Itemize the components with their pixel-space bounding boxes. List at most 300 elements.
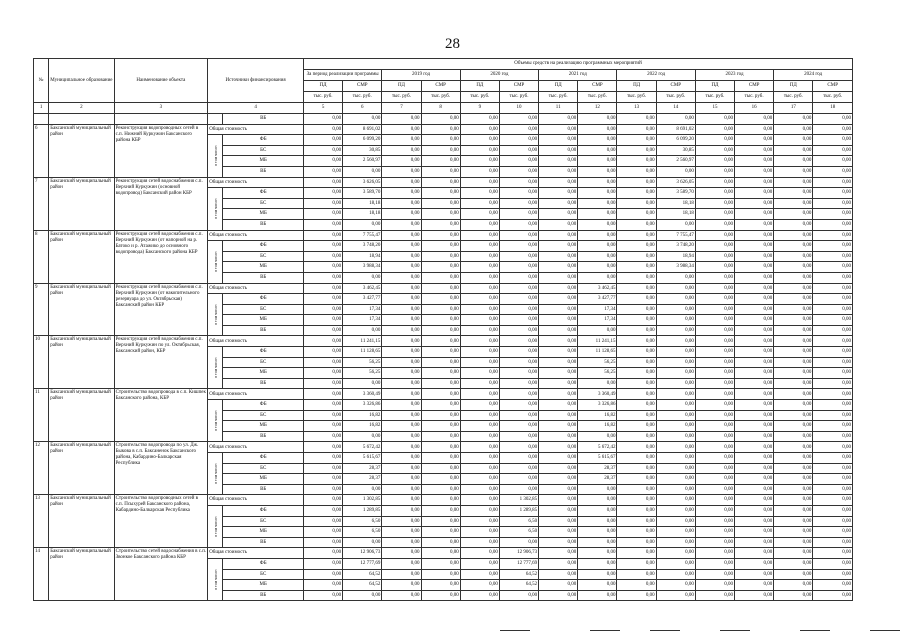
value-cell: 0,00 xyxy=(656,347,695,358)
header-unit: тыс. руб. xyxy=(460,92,499,103)
value-cell: 0,00 xyxy=(460,262,499,273)
value-cell: 0,00 xyxy=(774,442,813,453)
value-cell: 0,00 xyxy=(813,474,853,485)
footer-line xyxy=(800,630,830,631)
value-cell: 0,00 xyxy=(813,400,853,411)
value-cell: 0,00 xyxy=(695,442,734,453)
value-cell: 0,00 xyxy=(460,463,499,474)
value-cell: 0,00 xyxy=(303,304,342,315)
value-cell: 0,00 xyxy=(695,166,734,177)
project-municipality: Баксанский муниципальный район xyxy=(49,283,114,336)
value-cell: 0,00 xyxy=(774,114,813,125)
value-cell: 17,34 xyxy=(578,315,617,326)
value-cell: 0,00 xyxy=(421,114,460,125)
project-municipality: Баксанский муниципальный район xyxy=(49,442,114,495)
value-cell: 2 560,97 xyxy=(343,156,382,167)
value-cell: 0,00 xyxy=(303,114,342,125)
value-cell: 0,00 xyxy=(499,368,538,379)
value-cell: 0,00 xyxy=(539,145,578,156)
value-cell: 0,00 xyxy=(539,474,578,485)
header-unit: тыс. руб. xyxy=(499,92,538,103)
value-cell: 0,00 xyxy=(578,145,617,156)
value-cell: 0,00 xyxy=(617,453,656,464)
value-cell: 0,00 xyxy=(460,283,499,294)
value-cell: 0,00 xyxy=(382,410,421,421)
source-mb: МБ xyxy=(223,368,304,379)
value-cell: 0,00 xyxy=(695,135,734,146)
value-cell: 0,00 xyxy=(499,484,538,495)
incl-text: в том числе: xyxy=(212,516,218,538)
value-cell: 0,00 xyxy=(539,357,578,368)
value-cell: 0,00 xyxy=(421,400,460,411)
value-cell: 0,00 xyxy=(617,325,656,336)
value-cell: 0,00 xyxy=(460,347,499,358)
value-cell: 0,00 xyxy=(539,400,578,411)
value-cell: 0,00 xyxy=(421,304,460,315)
value-cell: 0,00 xyxy=(460,495,499,506)
value-cell: 0,00 xyxy=(499,336,538,347)
value-cell: 0,00 xyxy=(382,198,421,209)
header-col-number: 13 xyxy=(617,103,656,114)
value-cell: 0,00 xyxy=(460,114,499,125)
value-cell: 0,00 xyxy=(813,537,853,548)
project-number: 13 xyxy=(34,495,49,548)
value-cell: 0,00 xyxy=(303,453,342,464)
value-cell: 0,00 xyxy=(460,410,499,421)
value-cell: 0,00 xyxy=(578,262,617,273)
value-cell: 0,00 xyxy=(303,463,342,474)
header-col-number: 18 xyxy=(813,103,853,114)
value-cell: 0,00 xyxy=(382,304,421,315)
value-cell: 0,00 xyxy=(303,431,342,442)
source-fb: ФБ xyxy=(223,558,304,569)
value-cell: 6 099,20 xyxy=(656,135,695,146)
value-cell: 18,18 xyxy=(343,198,382,209)
source-vb: ВБ xyxy=(223,272,304,283)
project-number: 11 xyxy=(34,389,49,442)
value-cell: 0,00 xyxy=(382,272,421,283)
header-period: За период реализации программы xyxy=(303,70,381,81)
value-cell: 56,25 xyxy=(343,357,382,368)
source-vb: ВБ xyxy=(223,219,304,230)
table-row xyxy=(34,124,853,135)
value-cell: 0,00 xyxy=(539,431,578,442)
value-cell: 0,00 xyxy=(774,527,813,538)
value-cell: 0,00 xyxy=(460,188,499,199)
value-cell: 0,00 xyxy=(813,262,853,273)
value-cell: 0,00 xyxy=(303,124,342,135)
value-cell: 0,00 xyxy=(735,357,774,368)
value-cell: 0,00 xyxy=(774,410,813,421)
source-mb: МБ xyxy=(223,315,304,326)
source-mb: МБ xyxy=(223,474,304,485)
value-cell: 0,00 xyxy=(539,336,578,347)
incl-text: в том числе: xyxy=(212,357,218,379)
value-cell: 0,00 xyxy=(499,304,538,315)
value-cell: 0,00 xyxy=(578,527,617,538)
value-cell: 0,00 xyxy=(617,442,656,453)
value-cell: 0,00 xyxy=(656,421,695,432)
value-cell: 0,00 xyxy=(303,156,342,167)
value-cell: 0,00 xyxy=(774,400,813,411)
value-cell: 0,00 xyxy=(343,590,382,601)
value-cell: 0,00 xyxy=(499,145,538,156)
value-cell: 0,00 xyxy=(539,325,578,336)
value-cell: 0,00 xyxy=(382,368,421,379)
value-cell: 0,00 xyxy=(735,336,774,347)
value-cell: 0,00 xyxy=(695,357,734,368)
value-cell: 0,00 xyxy=(695,325,734,336)
value-cell: 0,00 xyxy=(813,378,853,389)
value-cell: 0,00 xyxy=(460,251,499,262)
value-cell: 0,00 xyxy=(382,124,421,135)
value-cell: 3 988,34 xyxy=(343,262,382,273)
value-cell: 0,00 xyxy=(421,431,460,442)
incl-text: в том числе: xyxy=(212,410,218,432)
value-cell: 0,00 xyxy=(460,484,499,495)
value-cell: 0,00 xyxy=(735,442,774,453)
value-cell: 0,00 xyxy=(303,505,342,516)
source-mb: МБ xyxy=(223,262,304,273)
source-fb: ФБ xyxy=(223,188,304,199)
value-cell: 0,00 xyxy=(460,156,499,167)
value-cell: 0,00 xyxy=(695,209,734,220)
value-cell: 0,00 xyxy=(617,410,656,421)
value-cell: 0,00 xyxy=(421,251,460,262)
value-cell: 0,00 xyxy=(578,124,617,135)
source-bs: БС xyxy=(223,304,304,315)
value-cell: 0,00 xyxy=(617,347,656,358)
source-total: Общая стоимость xyxy=(208,442,304,453)
incl-label xyxy=(208,135,223,177)
value-cell: 0,00 xyxy=(382,135,421,146)
value-cell: 0,00 xyxy=(656,516,695,527)
value-cell: 0,00 xyxy=(539,219,578,230)
value-cell: 0,00 xyxy=(421,177,460,188)
value-cell: 0,00 xyxy=(539,421,578,432)
value-cell: 0,00 xyxy=(774,188,813,199)
value-cell: 0,00 xyxy=(382,484,421,495)
value-cell: 0,00 xyxy=(303,442,342,453)
source-vb: ВБ xyxy=(223,484,304,495)
value-cell: 0,00 xyxy=(656,304,695,315)
value-cell: 56,25 xyxy=(578,368,617,379)
value-cell: 0,00 xyxy=(656,505,695,516)
value-cell: 0,00 xyxy=(303,484,342,495)
value-cell: 0,00 xyxy=(343,378,382,389)
value-cell: 0,00 xyxy=(813,209,853,220)
value-cell: 0,00 xyxy=(735,177,774,188)
value-cell: 0,00 xyxy=(382,219,421,230)
value-cell: 0,00 xyxy=(735,198,774,209)
source-total: Общая стоимость xyxy=(208,283,304,294)
value-cell: 0,00 xyxy=(617,272,656,283)
value-cell: 0,00 xyxy=(617,304,656,315)
value-cell: 0,00 xyxy=(499,156,538,167)
value-cell: 0,00 xyxy=(421,219,460,230)
value-cell: 0,00 xyxy=(421,347,460,358)
value-cell: 0,00 xyxy=(421,527,460,538)
value-cell: 0,00 xyxy=(578,166,617,177)
header-smr: СМР xyxy=(499,81,538,92)
incl-label xyxy=(208,241,223,283)
value-cell: 0,00 xyxy=(421,124,460,135)
value-cell: 3 626,05 xyxy=(343,177,382,188)
value-cell: 0,00 xyxy=(774,463,813,474)
value-cell: 12 906,73 xyxy=(499,548,538,559)
header-pd: ПД xyxy=(539,81,578,92)
value-cell: 0,00 xyxy=(617,283,656,294)
source-fb: ФБ xyxy=(223,294,304,305)
value-cell: 0,00 xyxy=(539,283,578,294)
value-cell: 0,00 xyxy=(421,474,460,485)
value-cell: 0,00 xyxy=(460,135,499,146)
value-cell: 0,00 xyxy=(578,198,617,209)
value-cell: 0,00 xyxy=(499,262,538,273)
value-cell: 3 326,86 xyxy=(343,400,382,411)
header-period: 2019 год xyxy=(382,70,460,81)
value-cell: 0,00 xyxy=(695,188,734,199)
value-cell: 0,00 xyxy=(617,527,656,538)
header-source: Источники финансирования xyxy=(208,59,304,103)
value-cell: 0,00 xyxy=(539,124,578,135)
header-col-number: 14 xyxy=(656,103,695,114)
header-smr: СМР xyxy=(578,81,617,92)
header-pd: ПД xyxy=(460,81,499,92)
value-cell: 0,00 xyxy=(813,421,853,432)
header-col-number: 5 xyxy=(303,103,342,114)
source-vb: ВБ xyxy=(223,431,304,442)
value-cell: 0,00 xyxy=(421,368,460,379)
value-cell: 0,00 xyxy=(695,516,734,527)
value-cell: 0,00 xyxy=(382,315,421,326)
value-cell: 0,00 xyxy=(617,505,656,516)
table-row xyxy=(34,442,853,453)
value-cell: 28,37 xyxy=(343,474,382,485)
value-cell: 0,00 xyxy=(460,124,499,135)
value-cell: 11 128,65 xyxy=(343,347,382,358)
value-cell: 0,00 xyxy=(303,336,342,347)
value-cell: 0,00 xyxy=(539,156,578,167)
header-unit: тыс. руб. xyxy=(813,92,853,103)
value-cell: 0,00 xyxy=(382,389,421,400)
value-cell: 16,82 xyxy=(343,410,382,421)
value-cell: 3 427,77 xyxy=(578,294,617,305)
value-cell: 0,00 xyxy=(382,453,421,464)
value-cell: 0,00 xyxy=(382,241,421,252)
header-col-number: 15 xyxy=(695,103,734,114)
value-cell: 0,00 xyxy=(303,219,342,230)
value-cell: 0,00 xyxy=(499,198,538,209)
source-vb: ВБ xyxy=(223,325,304,336)
header-pd: ПД xyxy=(695,81,734,92)
header-unit: тыс. руб. xyxy=(303,92,342,103)
value-cell: 0,00 xyxy=(539,516,578,527)
value-cell: 0,00 xyxy=(617,368,656,379)
value-cell: 0,00 xyxy=(617,558,656,569)
value-cell: 18,18 xyxy=(656,198,695,209)
value-cell: 28,37 xyxy=(578,463,617,474)
project-number: 7 xyxy=(34,177,49,230)
value-cell: 0,00 xyxy=(499,590,538,601)
value-cell: 0,00 xyxy=(735,527,774,538)
value-cell: 0,00 xyxy=(617,537,656,548)
value-cell: 0,00 xyxy=(656,410,695,421)
value-cell: 0,00 xyxy=(774,378,813,389)
value-cell: 0,00 xyxy=(617,124,656,135)
value-cell: 0,00 xyxy=(421,590,460,601)
value-cell: 0,00 xyxy=(656,590,695,601)
value-cell: 0,00 xyxy=(617,315,656,326)
header-col-number: 7 xyxy=(382,103,421,114)
value-cell: 0,00 xyxy=(460,241,499,252)
value-cell: 0,00 xyxy=(656,325,695,336)
value-cell: 0,00 xyxy=(460,177,499,188)
value-cell: 1 289,85 xyxy=(499,505,538,516)
value-cell: 0,00 xyxy=(303,410,342,421)
source-total: Общая стоимость xyxy=(208,548,304,559)
value-cell: 0,00 xyxy=(382,442,421,453)
value-cell: 0,00 xyxy=(813,283,853,294)
value-cell: 0,00 xyxy=(617,516,656,527)
project-object: Реконструкция сетей водоснабжения с.п. Верхний Куркужин (основной водопровод) Баксанский район КБР xyxy=(114,177,208,230)
value-cell: 0,00 xyxy=(813,177,853,188)
value-cell: 0,00 xyxy=(343,166,382,177)
value-cell: 0,00 xyxy=(303,368,342,379)
value-cell: 0,00 xyxy=(578,230,617,241)
value-cell: 0,00 xyxy=(695,400,734,411)
value-cell: 0,00 xyxy=(735,558,774,569)
value-cell: 0,00 xyxy=(539,304,578,315)
project-municipality: Баксанский муниципальный район xyxy=(49,177,114,230)
value-cell: 0,00 xyxy=(735,421,774,432)
value-cell: 0,00 xyxy=(421,156,460,167)
value-cell: 0,00 xyxy=(695,421,734,432)
value-cell: 0,00 xyxy=(656,166,695,177)
value-cell: 0,00 xyxy=(303,315,342,326)
value-cell: 0,00 xyxy=(735,219,774,230)
project-object: Реконструкция сетей водоснабжения с.п. Верхний Куркужин по ул. Октябрьская, Баксанский район, КБР xyxy=(114,336,208,389)
value-cell: 30,85 xyxy=(656,145,695,156)
value-cell: 0,00 xyxy=(460,315,499,326)
value-cell: 0,00 xyxy=(421,453,460,464)
value-cell: 0,00 xyxy=(735,453,774,464)
column-number-row xyxy=(34,103,853,114)
value-cell: 0,00 xyxy=(774,548,813,559)
value-cell: 0,00 xyxy=(303,357,342,368)
value-cell: 0,00 xyxy=(813,304,853,315)
header-col-number: 9 xyxy=(460,103,499,114)
header-pd: ПД xyxy=(617,81,656,92)
value-cell: 6,50 xyxy=(499,516,538,527)
value-cell: 0,00 xyxy=(617,336,656,347)
value-cell: 0,00 xyxy=(774,124,813,135)
value-cell: 0,00 xyxy=(813,188,853,199)
value-cell: 64,52 xyxy=(499,569,538,580)
value-cell: 0,00 xyxy=(303,558,342,569)
value-cell: 0,00 xyxy=(303,230,342,241)
value-cell: 0,00 xyxy=(460,378,499,389)
value-cell: 0,00 xyxy=(656,357,695,368)
value-cell: 0,00 xyxy=(774,230,813,241)
value-cell: 0,00 xyxy=(421,135,460,146)
value-cell: 0,00 xyxy=(539,209,578,220)
value-cell: 0,00 xyxy=(460,389,499,400)
value-cell: 0,00 xyxy=(735,124,774,135)
value-cell: 0,00 xyxy=(695,304,734,315)
value-cell: 0,00 xyxy=(813,548,853,559)
value-cell: 16,82 xyxy=(343,421,382,432)
table-row xyxy=(34,336,853,347)
header-smr: СМР xyxy=(735,81,774,92)
value-cell: 0,00 xyxy=(774,516,813,527)
value-cell: 0,00 xyxy=(656,537,695,548)
source-total: Общая стоимость xyxy=(208,389,304,400)
value-cell: 0,00 xyxy=(382,357,421,368)
project-object: Реконструкция водопроводных сетей в с.п. Нижний Куркужин Баксанского района КБР xyxy=(114,124,208,177)
value-cell: 0,00 xyxy=(499,114,538,125)
value-cell: 17,34 xyxy=(578,304,617,315)
project-municipality: Баксанский муниципальный район xyxy=(49,124,114,177)
value-cell: 0,00 xyxy=(303,294,342,305)
source-bs: БС xyxy=(223,463,304,474)
value-cell: 0,00 xyxy=(735,463,774,474)
value-cell: 0,00 xyxy=(813,495,853,506)
value-cell: 0,00 xyxy=(460,400,499,411)
value-cell: 0,00 xyxy=(499,188,538,199)
value-cell: 17,34 xyxy=(343,315,382,326)
incl-text: в том числе: xyxy=(212,569,218,591)
value-cell: 0,00 xyxy=(460,304,499,315)
value-cell: 0,00 xyxy=(460,166,499,177)
value-cell: 0,00 xyxy=(656,548,695,559)
value-cell: 0,00 xyxy=(539,378,578,389)
value-cell: 0,00 xyxy=(421,537,460,548)
value-cell: 0,00 xyxy=(382,262,421,273)
value-cell: 0,00 xyxy=(382,294,421,305)
source-fb: ФБ xyxy=(223,400,304,411)
value-cell: 3 626,05 xyxy=(656,177,695,188)
value-cell: 3 326,86 xyxy=(578,400,617,411)
value-cell: 0,00 xyxy=(539,177,578,188)
value-cell: 0,00 xyxy=(539,368,578,379)
value-cell: 0,00 xyxy=(303,188,342,199)
source-mb: МБ xyxy=(223,421,304,432)
value-cell: 0,00 xyxy=(735,251,774,262)
value-cell: 0,00 xyxy=(539,347,578,358)
value-cell: 0,00 xyxy=(695,198,734,209)
page-number: 28 xyxy=(445,36,460,52)
value-cell: 56,25 xyxy=(343,368,382,379)
value-cell: 0,00 xyxy=(421,283,460,294)
value-cell: 0,00 xyxy=(303,590,342,601)
value-cell: 0,00 xyxy=(774,251,813,262)
value-cell: 0,00 xyxy=(774,315,813,326)
value-cell: 0,00 xyxy=(382,177,421,188)
value-cell: 0,00 xyxy=(421,505,460,516)
value-cell: 0,00 xyxy=(617,548,656,559)
project-number: 14 xyxy=(34,548,49,601)
value-cell: 0,00 xyxy=(499,177,538,188)
value-cell: 3 988,34 xyxy=(656,262,695,273)
financing-table xyxy=(33,58,853,601)
value-cell: 0,00 xyxy=(695,389,734,400)
value-cell: 0,00 xyxy=(656,463,695,474)
value-cell: 0,00 xyxy=(460,537,499,548)
value-cell: 0,00 xyxy=(695,347,734,358)
value-cell: 0,00 xyxy=(695,495,734,506)
value-cell: 0,00 xyxy=(774,421,813,432)
